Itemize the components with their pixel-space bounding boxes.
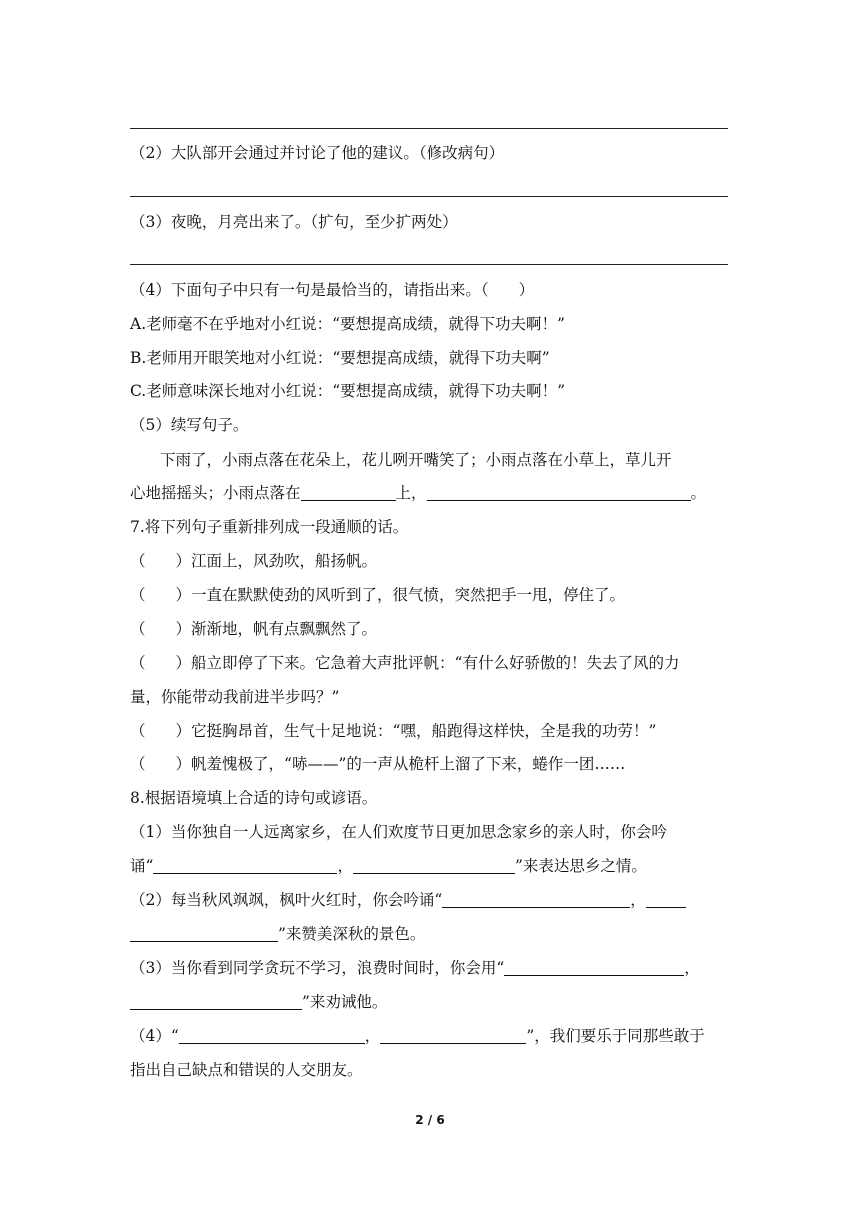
q6-4-option-a: A.老师毫不在乎地对小红说：“要想提高成绩，就得下功夫啊！”	[130, 315, 565, 333]
q7-item-text: 一直在默默使劲的风听到了，很气愤，突然把手一甩，停住了。	[191, 586, 626, 604]
answer-line-q6-3	[130, 264, 728, 265]
q8-2-blank-2b[interactable]	[130, 925, 278, 942]
q8-1-prompt: （1）当你独自一人远离家乡，在人们欢度节日更加思念家乡的亲人时，你会吟	[130, 823, 667, 841]
q7-item	[130, 550, 730, 572]
paren-close: ）	[175, 755, 192, 773]
q7-item-text: 渐渐地，帆有点飘飘然了。	[191, 620, 378, 638]
paren-open: （	[130, 620, 146, 638]
q8-3-prompt	[130, 957, 730, 979]
q8-1-comma: ，	[337, 857, 353, 875]
q8-3-blank-1[interactable]	[504, 959, 684, 976]
q8-1-blank-2[interactable]	[353, 857, 515, 874]
q8-4-text-part1: （4）“	[130, 1027, 179, 1045]
q8-2-comma: ，	[630, 891, 646, 909]
q6-4-option-c: C.老师意味深长地对小红说：“要想提高成绩，就得下功夫啊！”	[130, 382, 566, 400]
page-number: 2 / 6	[415, 1113, 445, 1127]
q8-4-prompt	[130, 1025, 730, 1047]
q6-3-prompt: （3）夜晚，月亮出来了。（扩句，至少扩两处）	[130, 213, 458, 231]
q6-4-prompt	[130, 279, 730, 301]
q6-5-text-part3: 。	[690, 484, 707, 502]
q6-5-label: （5）续写句子。	[130, 416, 249, 434]
q6-4-option-b: B.老师用开眼笑地对小红说：“要想提高成绩，就得下功夫啊”	[130, 349, 550, 367]
q7-item-text: 它挺胸昂首，生气十足地说：“嘿，船跑得这样快，全是我的功劳！”	[191, 722, 657, 740]
q7-item	[130, 753, 730, 775]
q6-5-blank-1[interactable]	[301, 484, 396, 501]
paren-close: ）	[175, 586, 192, 604]
q6-2-prompt: （2）大队部开会通过并讨论了他的建议。（修改病句）	[130, 144, 505, 162]
q8-3-blank-2[interactable]	[130, 993, 302, 1010]
paren-open: （	[130, 654, 146, 672]
q6-5-text-part1: 心地摇摇头；小雨点落在	[130, 484, 301, 502]
paren-open: （	[130, 552, 146, 570]
q8-3-answer-line	[130, 991, 730, 1013]
q7-item	[130, 618, 730, 640]
answer-line-q6-1	[130, 128, 728, 129]
q8-2-blank-2a[interactable]	[646, 891, 686, 908]
q8-4-prompt-line2: 指出自己缺点和错误的人交朋友。	[130, 1061, 363, 1079]
q6-4-stem-close: ）	[518, 281, 535, 299]
paren-open: （	[130, 722, 146, 740]
q8-1-answer-line	[130, 855, 730, 877]
q7-item-text: 江面上，风劲吹，船扬帆。	[191, 552, 378, 570]
paren-close: ）	[175, 654, 192, 672]
q8-1-blank-1[interactable]	[153, 857, 337, 874]
q6-5-text-part2: 上，	[395, 484, 427, 502]
q8-2-blank-1[interactable]	[442, 891, 630, 908]
q7-item-continuation: 量，你能带动我前进半步吗？”	[130, 688, 340, 706]
q8-2-answer-line	[130, 923, 730, 945]
q7-title: 7.将下列句子重新排列成一段通顺的话。	[130, 518, 409, 536]
q8-2-text-part1: （2）每当秋风飒飒，枫叶火红时，你会吟诵“	[130, 891, 443, 909]
q8-3-text-part1: （3）当你看到同学贪玩不学习，浪费时间时，你会用“	[130, 959, 505, 977]
paren-open: （	[130, 586, 146, 604]
paren-close: ）	[175, 552, 192, 570]
q8-1-text-part1: 诵“	[130, 857, 154, 875]
q7-item	[130, 652, 730, 674]
q7-item-text: 船立即停了下来。它急着大声批评帆：“有什么好骄傲的！失去了风的力	[191, 654, 680, 672]
q6-5-text-line2	[130, 482, 730, 504]
q6-4-stem: （4）下面句子中只有一句是最恰当的，请指出来。（	[130, 281, 489, 299]
q8-2-prompt	[130, 889, 730, 911]
paren-open: （	[130, 755, 146, 773]
answer-line-q6-2	[130, 196, 728, 197]
q8-2-text-part2: ”来赞美深秋的景色。	[278, 925, 426, 943]
q8-4-text-part2: ”，我们要乐于同那些敢于	[526, 1027, 705, 1045]
paren-close: ）	[175, 722, 192, 740]
q8-4-comma: ，	[364, 1027, 381, 1045]
q8-3-comma: ，	[684, 959, 700, 977]
q6-5-blank-2[interactable]	[427, 484, 691, 501]
q8-1-text-part2: ”来表达思乡之情。	[514, 857, 647, 875]
paren-close: ）	[175, 620, 192, 638]
q8-4-blank-2[interactable]	[380, 1027, 526, 1044]
q8-3-text-part2: ”来劝诫他。	[302, 993, 388, 1011]
q7-item-text: 帆羞愧极了，“哧——”的一声从桅杆上溜了下来，蜷作一团……	[191, 755, 626, 773]
q7-item	[130, 584, 730, 606]
q8-4-blank-1[interactable]	[179, 1027, 365, 1044]
q8-title: 8.根据语境填上合适的诗句或谚语。	[130, 789, 378, 807]
q7-item	[130, 720, 730, 742]
q6-5-text-line1: 下雨了，小雨点落在花朵上，花儿咧开嘴笑了；小雨点落在小草上，草儿开	[160, 451, 672, 469]
